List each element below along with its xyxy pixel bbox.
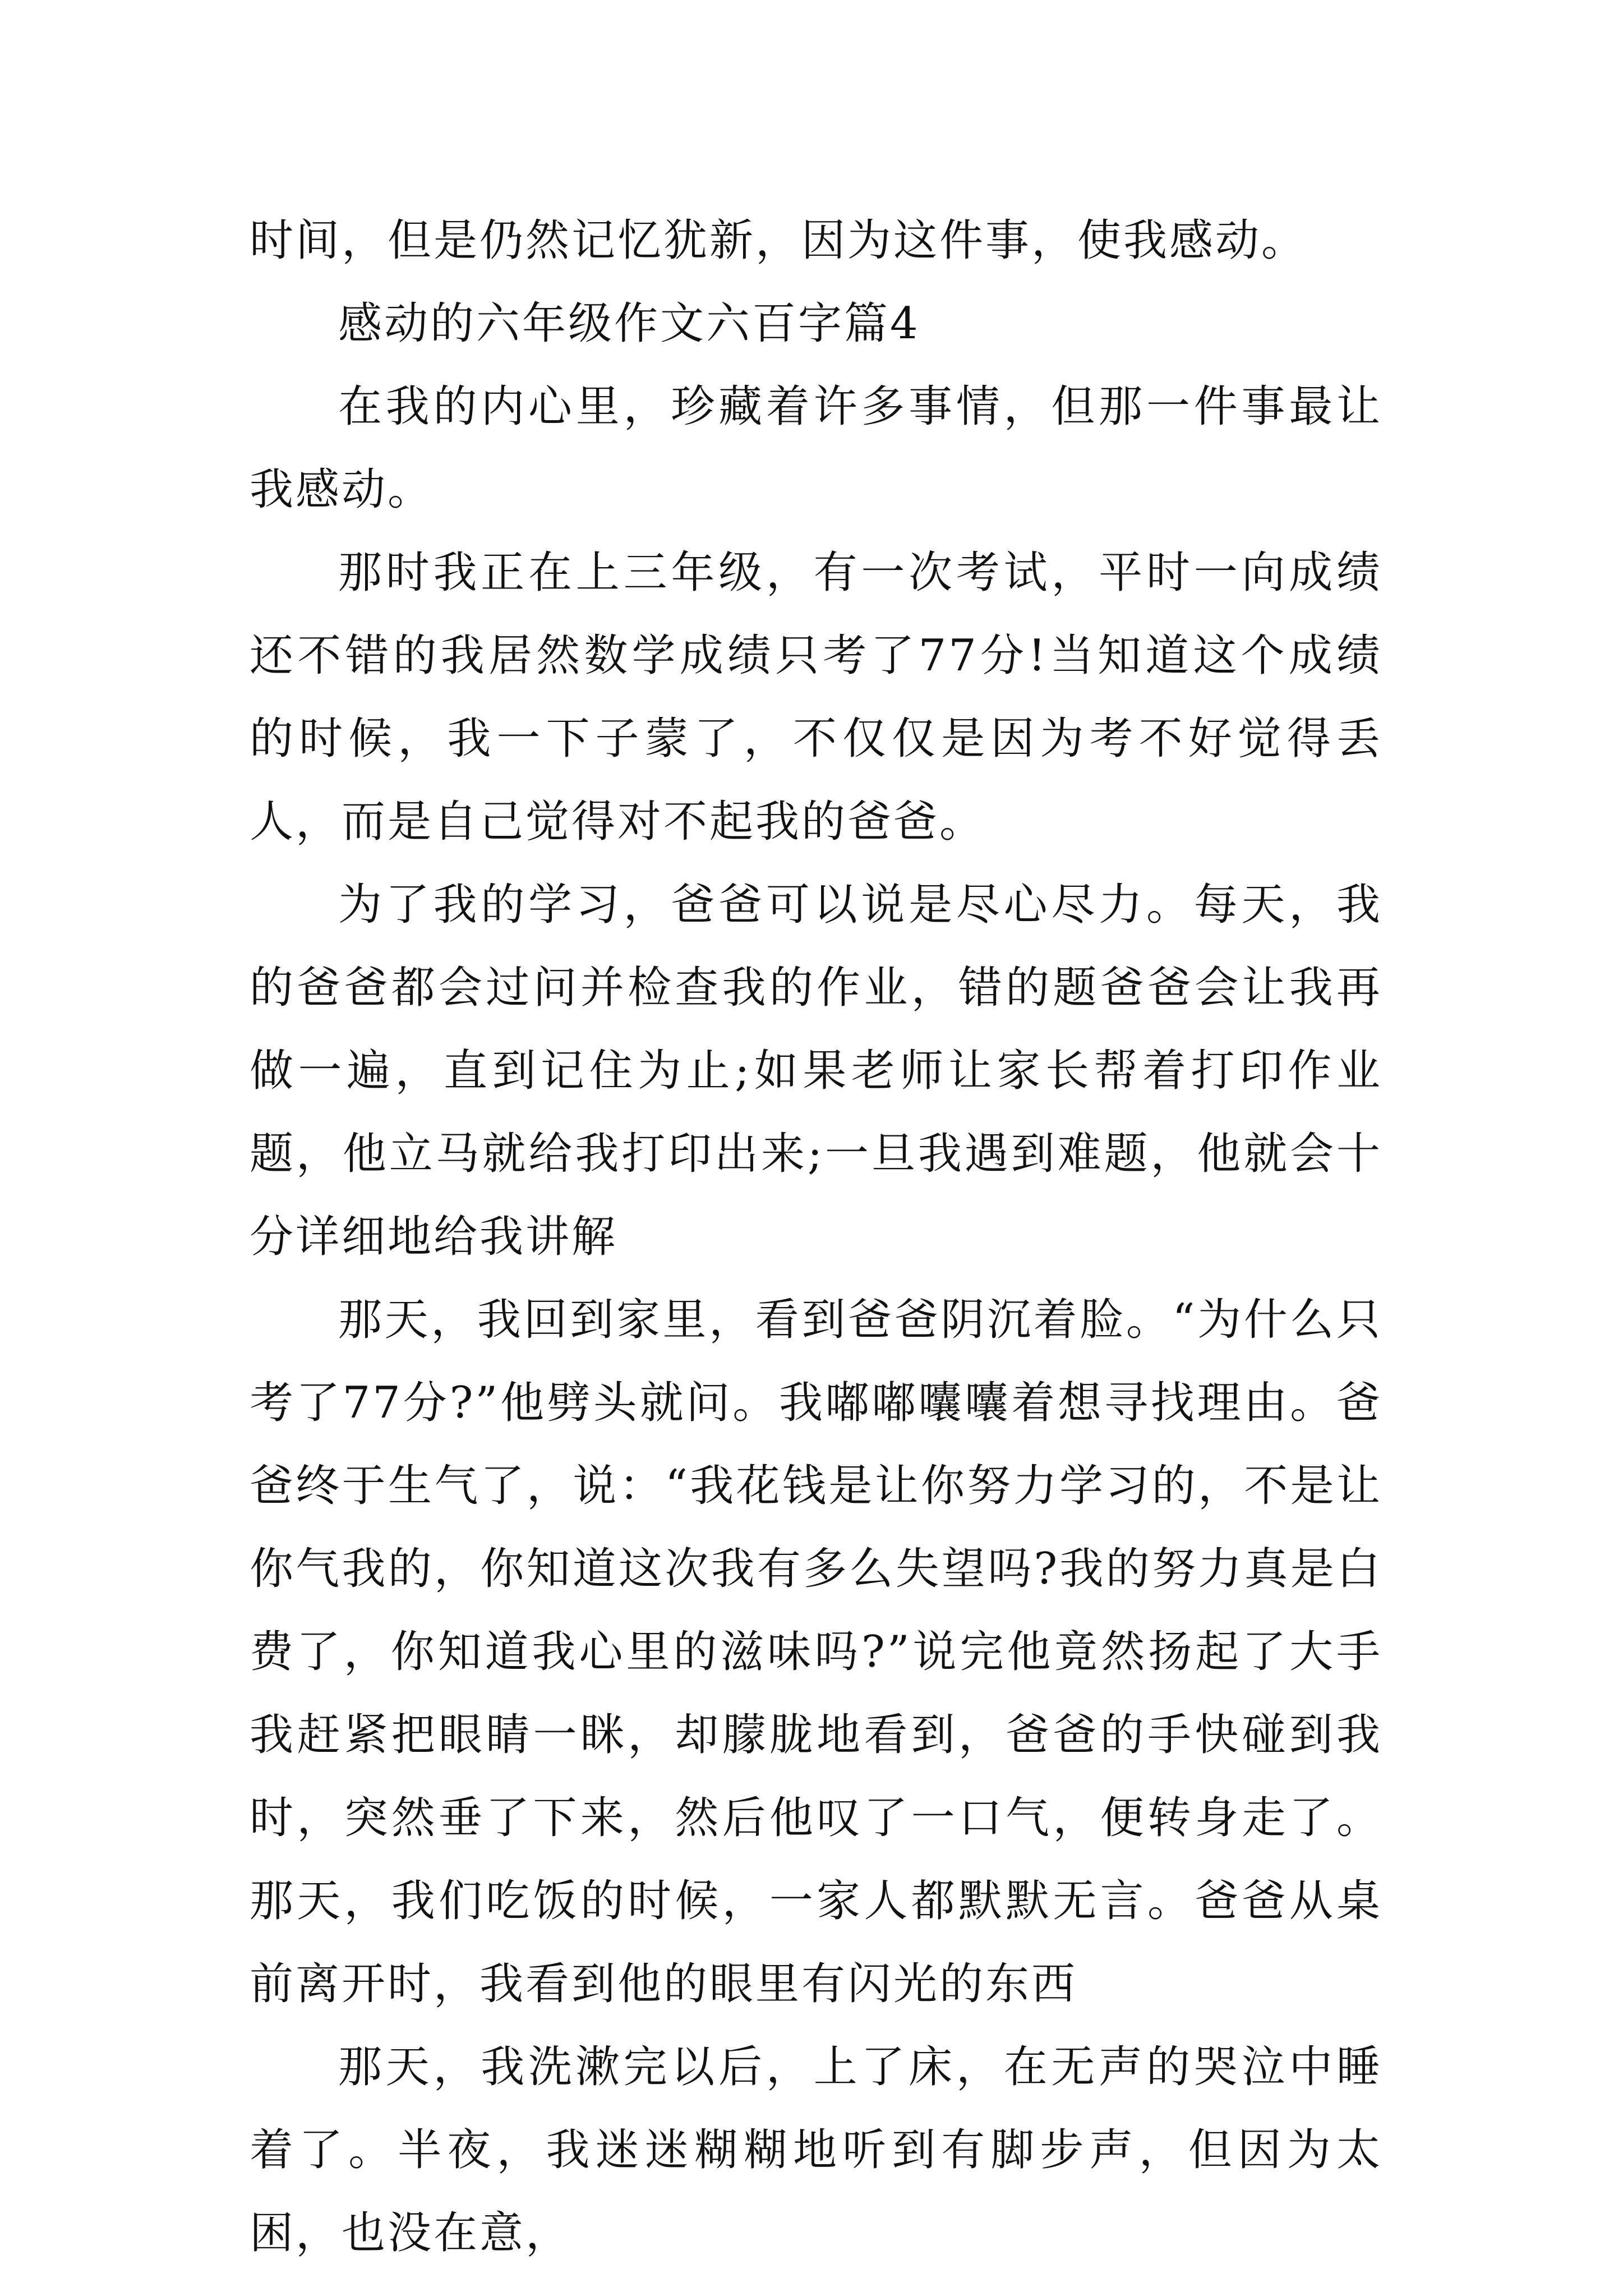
document-body [250,199,1382,2275]
paragraph: 在我的内心里，珍藏着许多事情，但那一件事最让我感动。 [250,381,1382,515]
section-heading: 感动的六年级作文六百字篇4 [338,298,920,349]
paragraph: 那天，我回到家里，看到爸爸阴沉着脸。“为什么只考了77分?”他劈头就问。我嘟嘟囔囔着想寻找理由。爸爸终于生气了，说：“我花钱是让你努力学习的，不是让你气我的，你知道这次我有多么失望吗?我的努力真是白费了，你知道我心里的滋味吗?”说完他竟然扬起了大手我赶紧把眼睛一眯，却朦胧地看到，爸爸的手快碰到我时，突然垂了下来，然后他叹了一口气，便转身走了。那天，我们吃饭的时候，一家人都默默无言。爸爸从桌前离开时，我看到他的眼里有闪光的东西 [250,1295,1382,2009]
paragraph-continuation: 时间，但是仍然记忆犹新，因为这件事，使我感动。 [250,215,1308,266]
paragraph: 那时我正在上三年级，有一次考试，平时一向成绩还不错的我居然数学成绩只考了77分!当知道这个成绩的时候，我一下子蒙了，不仅仅是因为考不好觉得丢人，而是自己觉得对不起我的爸爸。 [250,547,1382,847]
paragraph: 那天，我洗漱完以后，上了床，在无声的哭泣中睡着了。半夜，我迷迷糊糊地听到有脚步声，但因为太困，也没在意， [250,2042,1382,2258]
paragraph: 为了我的学习，爸爸可以说是尽心尽力。每天，我的爸爸都会过问并检查我的作业，错的题爸爸会让我再做一遍，直到记住为止;如果老师让家长帮着打印作业题，他立马就给我打印出来;一旦我遇到难题，他就会十分详细地给我讲解 [250,880,1382,1262]
